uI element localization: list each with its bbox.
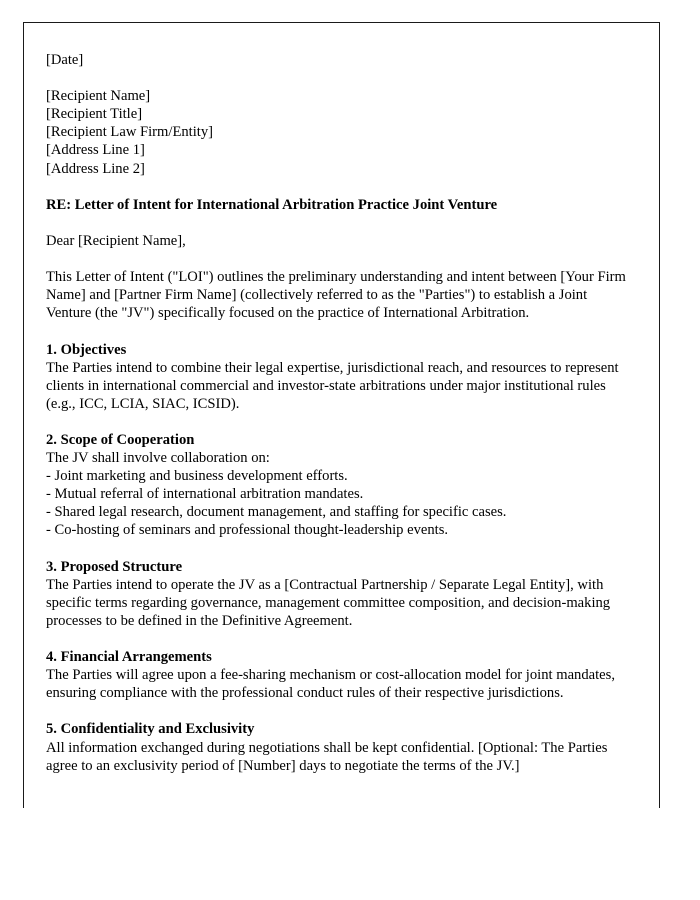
list-item: - Joint marketing and business development efforts. bbox=[46, 468, 348, 485]
section-scope-of-cooperation bbox=[46, 431, 633, 540]
section-heading: 2. Scope of Cooperation bbox=[46, 431, 195, 448]
section-heading: 5. Confidentiality and Exclusivity bbox=[46, 721, 255, 738]
section-body: The Parties intend to combine their legal expertise, jurisdictional reach, and resources to represent clients in international commercial and investor-state arbitrations under major institutional rules (e.g., ICC, LCIA, SIAC, ICSID). bbox=[46, 359, 619, 412]
section-body: The Parties will agree upon a fee-sharing mechanism or cost-allocation model for joint mandates, ensuring compliance with the professional conduct rules of their respective jurisdictions. bbox=[46, 667, 615, 702]
date-block bbox=[46, 51, 633, 69]
address-line-1: [Address Line 1] bbox=[46, 142, 145, 159]
subject-block bbox=[46, 196, 633, 214]
section-body: The JV shall involve collaboration on: bbox=[46, 450, 270, 467]
list-item: - Co-hosting of seminars and professional thought-leadership events. bbox=[46, 522, 449, 539]
section-financial-arrangements bbox=[46, 648, 633, 702]
address-line-2: [Address Line 2] bbox=[46, 160, 145, 177]
intro-paragraph-block bbox=[46, 268, 633, 322]
section-body: All information exchanged during negotiations shall be kept confidential. [Optional: The Parties agree to an exclusivity period of [Number] days to negotiate the terms of the JV.] bbox=[46, 739, 608, 774]
list-item: - Mutual referral of international arbitration mandates. bbox=[46, 486, 364, 503]
document-sheet bbox=[23, 22, 660, 808]
recipient-address-block bbox=[46, 87, 633, 177]
section-objectives bbox=[46, 341, 633, 413]
section-body: The Parties intend to operate the JV as a [Contractual Partnership / Separate Legal Entity], with specific terms regarding governance, management committee composition, and decision-making processes to be defined in the Definitive Agreement. bbox=[46, 576, 611, 629]
recipient-firm: [Recipient Law Firm/Entity] bbox=[46, 124, 213, 141]
recipient-name: [Recipient Name] bbox=[46, 88, 151, 105]
list-item: - Shared legal research, document management, and staffing for specific cases. bbox=[46, 504, 507, 521]
salutation-block bbox=[46, 232, 633, 250]
section-heading: 4. Financial Arrangements bbox=[46, 649, 212, 666]
section-heading: 3. Proposed Structure bbox=[46, 558, 183, 575]
subject-line: RE: Letter of Intent for International Arbitration Practice Joint Venture bbox=[46, 196, 498, 213]
date-placeholder: [Date] bbox=[46, 52, 84, 68]
section-heading: 1. Objectives bbox=[46, 341, 127, 358]
salutation: Dear [Recipient Name], bbox=[46, 232, 186, 249]
recipient-title: [Recipient Title] bbox=[46, 106, 143, 123]
section-confidentiality-and-exclusivity bbox=[46, 720, 633, 774]
intro-paragraph: This Letter of Intent ("LOI") outlines the preliminary understanding and intent between [Your Firm Name] and [Partner Firm Name] (collectively referred to as the "Parties") to establish a Joint Venture (the "JV") specifically focused on the practice of International Arbitration. bbox=[46, 269, 626, 322]
document-body bbox=[24, 23, 659, 775]
section-proposed-structure bbox=[46, 558, 633, 630]
